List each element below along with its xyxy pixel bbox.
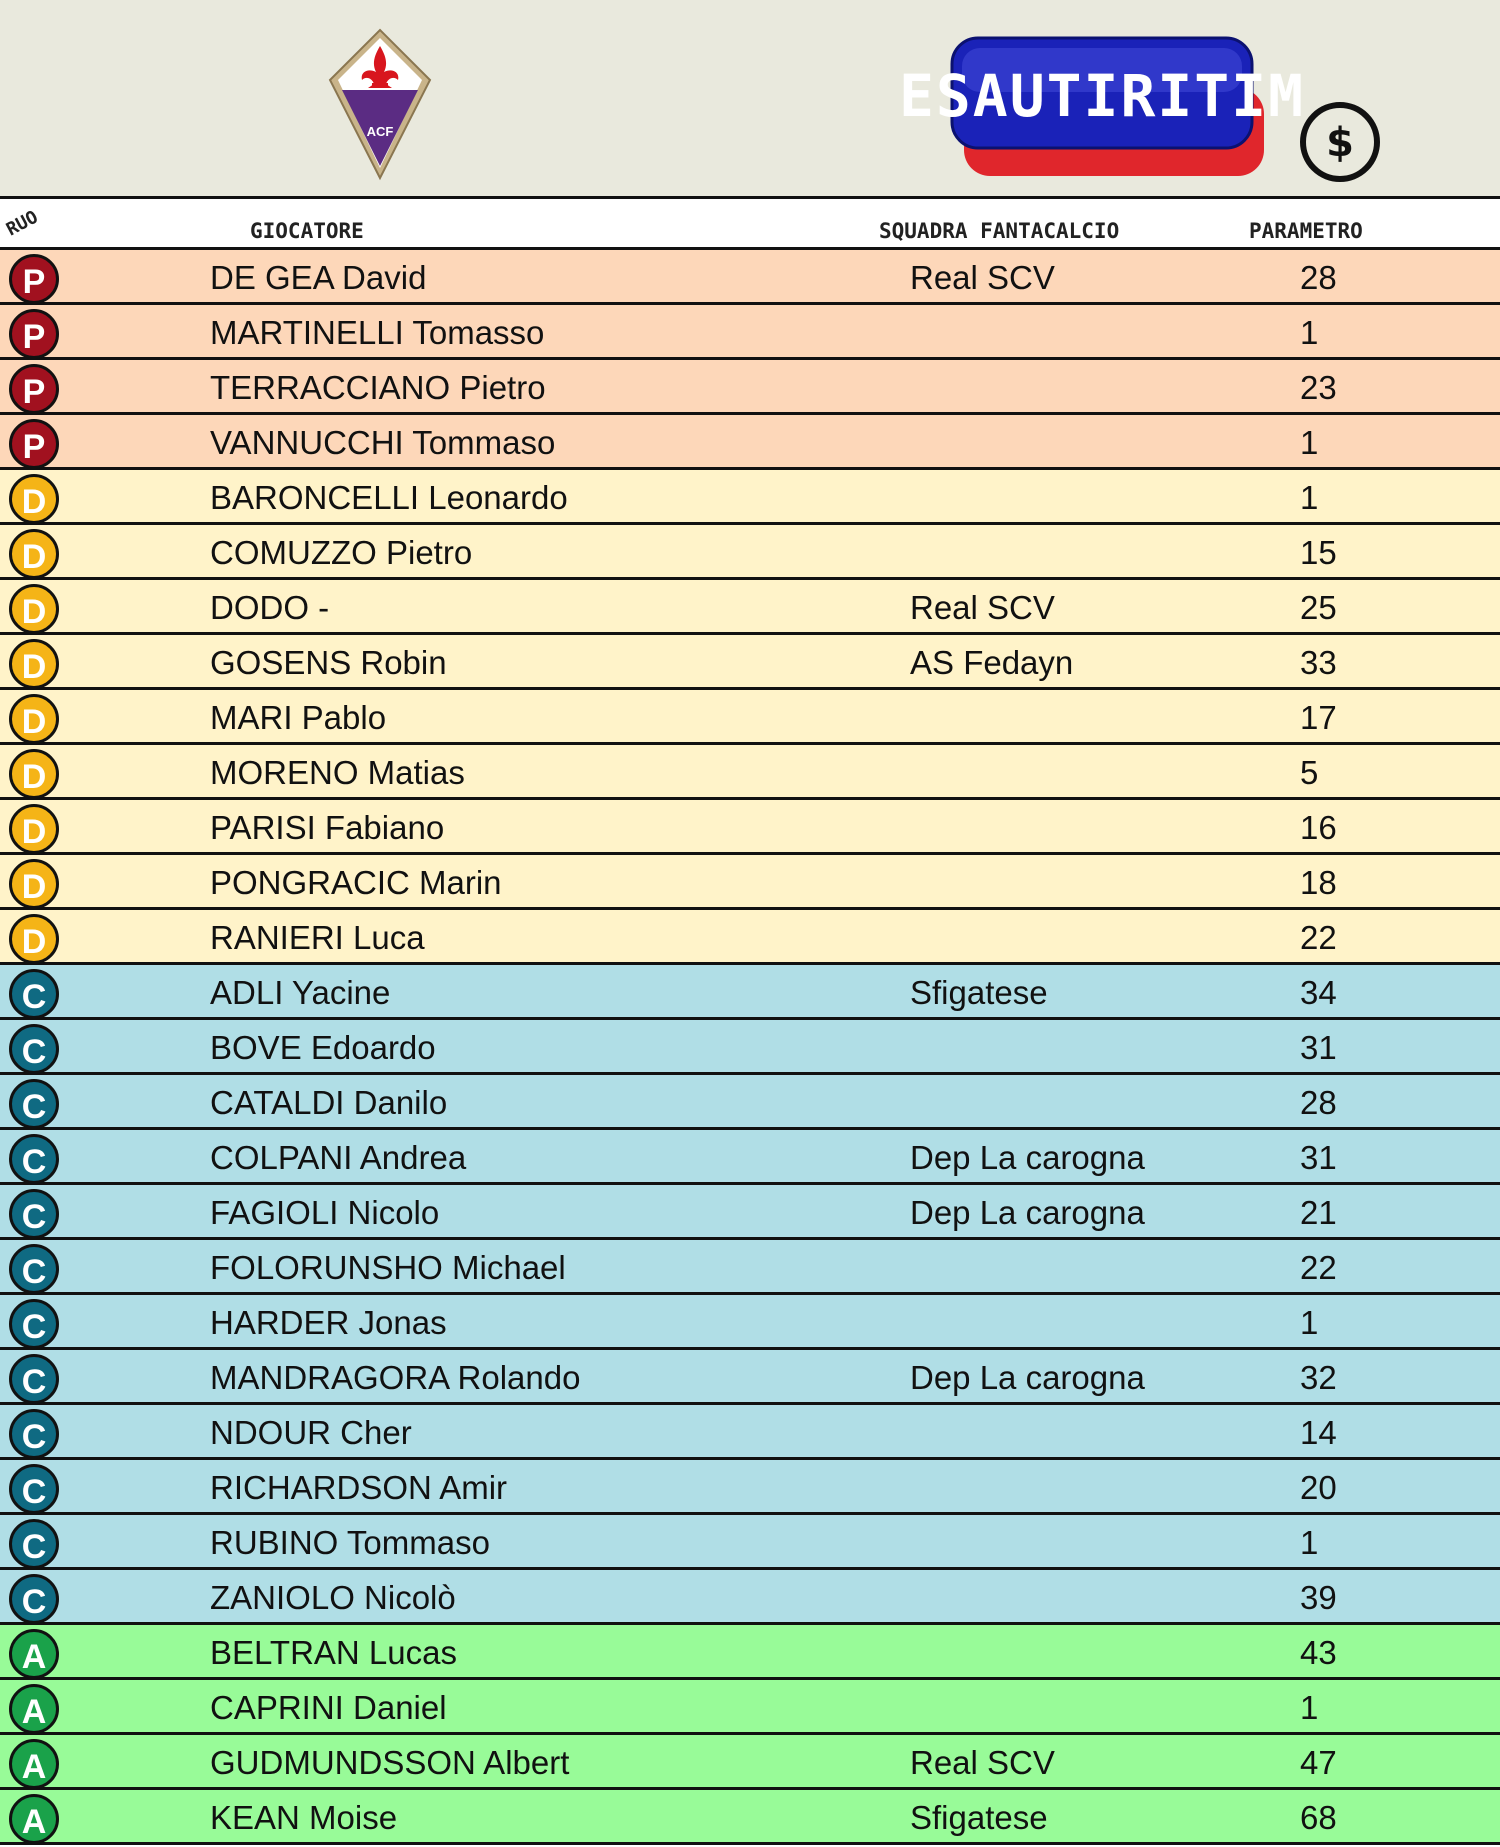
role-badge-icon: C (9, 1519, 59, 1569)
player-name: CATALDI Danilo (210, 1084, 448, 1121)
table-row[interactable] (0, 1020, 1500, 1075)
role-badge-icon: A (9, 1794, 59, 1844)
player-parameter: 22 (1300, 1249, 1337, 1286)
role-badge-icon: C (9, 1464, 59, 1514)
table-row[interactable] (0, 525, 1500, 580)
player-parameter: 33 (1300, 644, 1337, 681)
player-name: COLPANI Andrea (210, 1139, 467, 1176)
player-parameter: 15 (1300, 534, 1337, 571)
table-row[interactable] (0, 965, 1500, 1020)
player-name: CAPRINI Daniel (210, 1689, 447, 1726)
table-row[interactable] (0, 1240, 1500, 1295)
table-row[interactable] (0, 1130, 1500, 1185)
table-row[interactable] (0, 305, 1500, 360)
table-row[interactable] (0, 250, 1500, 305)
player-name: ADLI Yacine (210, 974, 391, 1011)
player-parameter: 1 (1300, 479, 1319, 516)
role-badge-icon: C (9, 1409, 59, 1459)
table-row[interactable] (0, 415, 1500, 470)
player-name: GOSENS Robin (210, 644, 447, 681)
role-badge-icon: D (9, 749, 59, 799)
table-row[interactable] (0, 1460, 1500, 1515)
table-row[interactable] (0, 855, 1500, 910)
dollar-circle-icon (1298, 100, 1382, 184)
fanta-team: AS Fedayn (910, 644, 1074, 681)
fanta-team: Dep La carogna (910, 1139, 1145, 1176)
role-badge-icon: A (9, 1629, 59, 1679)
role-badge-icon: D (9, 639, 59, 689)
player-name: KEAN Moise (210, 1799, 398, 1836)
player-parameter: 28 (1300, 1084, 1337, 1121)
player-name: VANNUCCHI Tommaso (210, 424, 556, 461)
player-name: MARI Pablo (210, 699, 387, 736)
player-parameter: 31 (1300, 1029, 1337, 1066)
player-name: PARISI Fabiano (210, 809, 445, 846)
table-row[interactable] (0, 1680, 1500, 1735)
table-row[interactable] (0, 1625, 1500, 1680)
player-name: BOVE Edoardo (210, 1029, 436, 1066)
player-name: RICHARDSON Amir (210, 1469, 508, 1506)
role-badge-icon: C (9, 1024, 59, 1074)
table-row[interactable] (0, 1075, 1500, 1130)
player-parameter: 22 (1300, 919, 1337, 956)
role-badge-icon: C (9, 1354, 59, 1404)
logo-text: ESAUTIRITIM (898, 62, 1306, 130)
role-badge-icon: D (9, 584, 59, 634)
table-row[interactable] (0, 745, 1500, 800)
fiorentina-crest-icon (328, 28, 432, 180)
role-badge-icon: A (9, 1684, 59, 1734)
player-parameter: 28 (1300, 259, 1337, 296)
role-badge-icon: C (9, 1189, 59, 1239)
role-badge-icon: C (9, 969, 59, 1019)
role-badge-icon: P (9, 309, 59, 359)
player-parameter: 25 (1300, 589, 1337, 626)
fanta-team: Sfigatese (910, 1799, 1048, 1836)
player-name: ZANIOLO Nicolò (210, 1579, 456, 1616)
table-row[interactable] (0, 690, 1500, 745)
player-name: DODO - (210, 589, 330, 626)
table-row[interactable] (0, 1790, 1500, 1845)
player-name: TERRACCIANO Pietro (210, 369, 546, 406)
player-name: NDOUR Cher (210, 1414, 412, 1451)
player-parameter: 23 (1300, 369, 1337, 406)
player-name: DE GEA David (210, 259, 427, 296)
player-name: FAGIOLI Nicolo (210, 1194, 440, 1231)
player-parameter: 34 (1300, 974, 1337, 1011)
role-badge-icon: D (9, 694, 59, 744)
role-badge-icon: D (9, 474, 59, 524)
table-row[interactable] (0, 800, 1500, 855)
table-row[interactable] (0, 1570, 1500, 1625)
role-badge-icon: D (9, 804, 59, 854)
fanta-team: Dep La carogna (910, 1359, 1145, 1396)
fanta-team: Real SCV (910, 259, 1055, 296)
player-parameter: 21 (1300, 1194, 1337, 1231)
player-parameter: 39 (1300, 1579, 1337, 1616)
role-badge-icon: C (9, 1574, 59, 1624)
col-giocatore[interactable]: GIOCATORE (250, 219, 364, 243)
role-badge-icon: C (9, 1079, 59, 1129)
player-name: GUDMUNDSSON Albert (210, 1744, 570, 1781)
player-table (0, 250, 1500, 1845)
table-row[interactable] (0, 1295, 1500, 1350)
col-parametro[interactable]: PARAMETRO (1249, 219, 1363, 243)
role-badge-icon: D (9, 859, 59, 909)
table-row[interactable] (0, 360, 1500, 415)
player-name: BARONCELLI Leonardo (210, 479, 568, 516)
player-name: PONGRACIC Marin (210, 864, 502, 901)
player-name: BELTRAN Lucas (210, 1634, 457, 1671)
player-name: FOLORUNSHO Michael (210, 1249, 566, 1286)
player-name: RUBINO Tommaso (210, 1524, 490, 1561)
player-parameter: 1 (1300, 424, 1319, 461)
table-row[interactable] (0, 1735, 1500, 1790)
player-parameter: 14 (1300, 1414, 1337, 1451)
table-row[interactable] (0, 1185, 1500, 1240)
player-name: RANIERI Luca (210, 919, 425, 956)
player-parameter: 47 (1300, 1744, 1337, 1781)
role-badge-icon: P (9, 254, 59, 304)
header (0, 0, 1500, 196)
player-parameter: 18 (1300, 864, 1337, 901)
table-row[interactable] (0, 1350, 1500, 1405)
role-badge-icon: P (9, 364, 59, 414)
player-parameter: 1 (1300, 1689, 1319, 1726)
player-parameter: 43 (1300, 1634, 1337, 1671)
player-parameter: 1 (1300, 1304, 1319, 1341)
col-ruolo[interactable]: RUO (2, 206, 42, 241)
player-parameter: 5 (1300, 754, 1319, 791)
role-badge-icon: C (9, 1299, 59, 1349)
table-row[interactable] (0, 580, 1500, 635)
player-name: MORENO Matias (210, 754, 465, 791)
role-badge-icon: A (9, 1739, 59, 1789)
role-badge-icon: P (9, 419, 59, 469)
role-badge-icon: C (9, 1244, 59, 1294)
player-name: MANDRAGORA Rolando (210, 1359, 581, 1396)
fanta-team: Dep La carogna (910, 1194, 1145, 1231)
table-row[interactable] (0, 910, 1500, 965)
fanta-team: Real SCV (910, 1744, 1055, 1781)
table-row[interactable] (0, 470, 1500, 525)
table-row[interactable] (0, 1515, 1500, 1570)
player-parameter: 1 (1300, 1524, 1319, 1561)
role-badge-icon: D (9, 529, 59, 579)
player-parameter: 31 (1300, 1139, 1337, 1176)
player-parameter: 16 (1300, 809, 1337, 846)
fanta-team: Real SCV (910, 589, 1055, 626)
player-parameter: 32 (1300, 1359, 1337, 1396)
dollar-symbol: $ (1326, 120, 1354, 166)
player-name: HARDER Jonas (210, 1304, 447, 1341)
player-parameter: 68 (1300, 1799, 1337, 1836)
player-parameter: 1 (1300, 314, 1319, 351)
role-badge-icon: D (9, 914, 59, 964)
col-squadra[interactable]: SQUADRA FANTACALCIO (879, 219, 1120, 243)
role-badge-icon: C (9, 1134, 59, 1184)
player-name: MARTINELLI Tomasso (210, 314, 545, 351)
player-name: COMUZZO Pietro (210, 534, 473, 571)
column-header-row (0, 196, 1500, 250)
player-parameter: 20 (1300, 1469, 1337, 1506)
crest-letters: ACF (366, 124, 394, 139)
table-row[interactable] (0, 635, 1500, 690)
esauriti-logo-icon (898, 32, 1306, 180)
player-parameter: 17 (1300, 699, 1337, 736)
fanta-team: Sfigatese (910, 974, 1048, 1011)
table-row[interactable] (0, 1405, 1500, 1460)
